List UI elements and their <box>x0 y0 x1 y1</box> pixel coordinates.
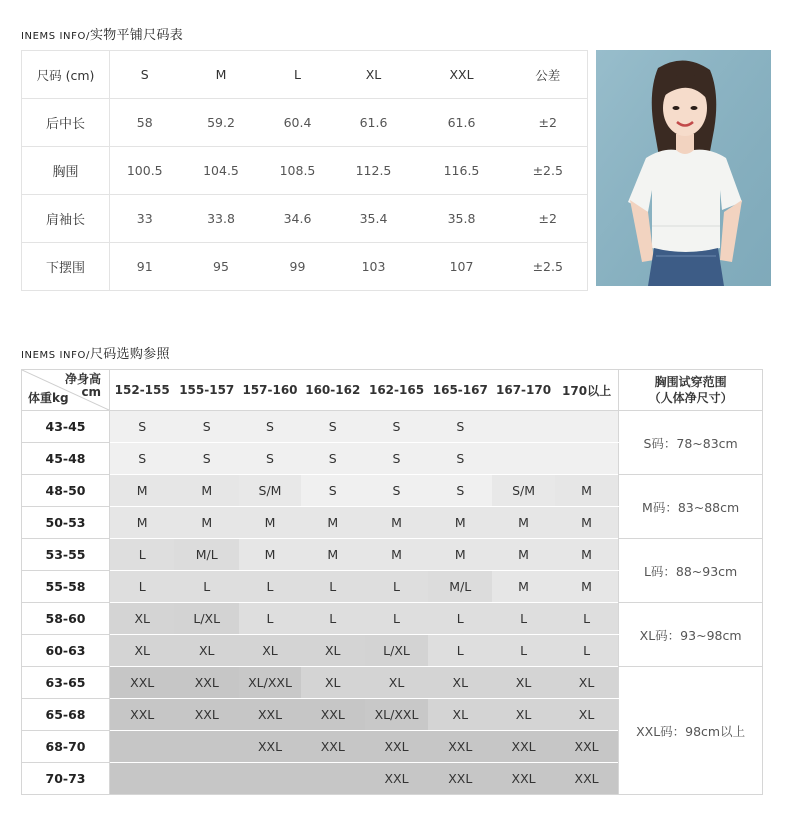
size-recommendation-cell: L <box>301 571 365 603</box>
size-recommendation-cell: XL <box>365 667 429 699</box>
size-recommendation-cell: XXL <box>110 699 175 731</box>
garment-measurement-table <box>21 50 588 291</box>
size-recommendation-cell: S <box>110 411 175 443</box>
section-title-size-guide <box>21 343 170 362</box>
measure-value: 103 <box>333 243 415 291</box>
measure-value: 58 <box>110 99 180 147</box>
size-recommendation-cell <box>110 763 175 795</box>
size-recommendation-cell: L <box>428 635 492 667</box>
size-recommendation-cell: XXL <box>555 763 619 795</box>
size-recommendation-cell: M <box>174 507 239 539</box>
size-recommendation-cell: M <box>239 539 301 571</box>
size-recommendation-cell: L <box>174 571 239 603</box>
measure-value: 108.5 <box>263 147 333 195</box>
section-title-en: INEMS INFO/ <box>21 350 90 361</box>
height-range-header: 157-160 <box>239 370 301 411</box>
size-recommendation-cell: M <box>174 475 239 507</box>
size-recommendation-cell: M <box>492 507 555 539</box>
size-recommendation-cell: XL/XXL <box>365 699 429 731</box>
size-recommendation-cell: XXL <box>174 699 239 731</box>
size-recommendation-cell: L <box>110 571 175 603</box>
weight-range-label: 70-73 <box>22 763 110 795</box>
size-recommendation-cell: S <box>174 411 239 443</box>
size-recommendation-cell: S <box>174 443 239 475</box>
size-recommendation-cell: S <box>428 475 492 507</box>
size-recommendation-cell: XL <box>555 699 619 731</box>
size-recommendation-cell: L <box>555 635 619 667</box>
size-recommendation-cell: S <box>428 443 492 475</box>
size-recommendation-cell <box>110 731 175 763</box>
measure-value: ±2 <box>509 195 588 243</box>
size-recommendation-cell: M <box>492 539 555 571</box>
size-recommendation-cell: XXL <box>239 731 301 763</box>
measure-header-row <box>22 51 588 99</box>
size-recommendation-cell: S <box>110 443 175 475</box>
size-recommendation-cell: S/M <box>239 475 301 507</box>
size-recommendation-cell: L <box>110 539 175 571</box>
measure-row-label: 胸围 <box>22 147 110 195</box>
measure-row-label: 肩袖长 <box>22 195 110 243</box>
weight-range-label: 43-45 <box>22 411 110 443</box>
size-recommendation-cell: XXL <box>428 763 492 795</box>
size-row <box>22 603 763 635</box>
size-recommendation-cell: L <box>492 603 555 635</box>
size-recommendation-cell: M <box>301 539 365 571</box>
height-range-header: 170以上 <box>555 370 619 411</box>
size-recommendation-cell <box>492 411 555 443</box>
corner-height-label <box>65 373 101 399</box>
measure-value: 99 <box>263 243 333 291</box>
size-recommendation-cell: S <box>365 475 429 507</box>
measure-value: 100.5 <box>110 147 180 195</box>
weight-range-label: 68-70 <box>22 731 110 763</box>
size-recommendation-cell: L <box>365 603 429 635</box>
chest-range-cell: M码：83~88cm <box>619 475 763 539</box>
chest-range-cell: S码：78~83cm <box>619 411 763 475</box>
size-recommendation-cell: XL <box>301 635 365 667</box>
size-recommendation-cell: XL <box>301 667 365 699</box>
size-recommendation-cell: XL <box>492 699 555 731</box>
measure-header-size: 公差 <box>509 51 588 99</box>
size-recommendation-cell: XXL <box>365 763 429 795</box>
chest-header-line1: 胸围试穿范围 <box>654 375 727 389</box>
measure-row <box>22 147 588 195</box>
size-recommendation-cell: XL <box>555 667 619 699</box>
size-recommendation-cell <box>239 763 301 795</box>
size-recommendation-cell: M <box>492 571 555 603</box>
size-recommendation-cell: XXL <box>555 731 619 763</box>
measure-header-size: XXL <box>415 51 509 99</box>
size-recommendation-cell: L <box>239 571 301 603</box>
height-range-header: 160-162 <box>301 370 365 411</box>
size-recommendation-cell: L/XL <box>365 635 429 667</box>
size-recommendation-cell: M <box>110 507 175 539</box>
size-recommendation-cell: S <box>428 411 492 443</box>
section-title-measurements <box>21 24 183 43</box>
size-recommendation-cell: S <box>301 475 365 507</box>
size-recommendation-cell: M/L <box>428 571 492 603</box>
weight-range-label: 58-60 <box>22 603 110 635</box>
measure-value: 60.4 <box>263 99 333 147</box>
measure-value: 35.8 <box>415 195 509 243</box>
measure-header-label: 尺码 (cm) <box>22 51 110 99</box>
size-recommendation-cell: M/L <box>174 539 239 571</box>
measure-row <box>22 99 588 147</box>
weight-range-label: 55-58 <box>22 571 110 603</box>
measure-row-label: 下摆围 <box>22 243 110 291</box>
measure-row <box>22 243 588 291</box>
size-recommendation-cell <box>174 763 239 795</box>
measure-header-size: XL <box>333 51 415 99</box>
size-recommendation-cell: XXL <box>365 731 429 763</box>
size-recommendation-cell: XXL <box>174 667 239 699</box>
size-recommendation-cell: XL <box>492 667 555 699</box>
measure-value: 59.2 <box>180 99 263 147</box>
height-unit: cm <box>81 385 102 399</box>
size-recommendation-cell: XXL <box>428 731 492 763</box>
size-table-header <box>22 370 763 411</box>
measure-header-size: L <box>263 51 333 99</box>
measure-value: ±2 <box>509 99 588 147</box>
size-row <box>22 475 763 507</box>
measure-value: 104.5 <box>180 147 263 195</box>
measure-value: ±2.5 <box>509 243 588 291</box>
height-range-header: 162-165 <box>365 370 429 411</box>
size-recommendation-cell: L <box>492 635 555 667</box>
size-recommendation-cell: M <box>555 571 619 603</box>
size-recommendation-cell: XL/XXL <box>239 667 301 699</box>
weight-range-label: 45-48 <box>22 443 110 475</box>
size-recommendation-cell <box>555 411 619 443</box>
height-range-header: 152-155 <box>110 370 175 411</box>
size-recommendation-cell: M <box>301 507 365 539</box>
measure-row <box>22 195 588 243</box>
chest-range-cell: XL码：93~98cm <box>619 603 763 667</box>
size-recommendation-cell: M <box>428 507 492 539</box>
measure-row-label: 后中长 <box>22 99 110 147</box>
size-recommendation-cell: M <box>555 507 619 539</box>
size-recommendation-cell: XXL <box>492 763 555 795</box>
size-recommendation-cell: XXL <box>301 731 365 763</box>
chest-range-cell: L码：88~93cm <box>619 539 763 603</box>
measure-value: ±2.5 <box>509 147 588 195</box>
size-recommendation-cell: M <box>555 475 619 507</box>
chest-range-cell: XXL码：98cm以上 <box>619 667 763 795</box>
size-recommendation-cell: M <box>428 539 492 571</box>
size-recommendation-cell: XL <box>110 603 175 635</box>
table-corner-cell <box>22 370 110 411</box>
size-row <box>22 667 763 699</box>
measure-header-size: M <box>180 51 263 99</box>
size-recommendation-cell: M <box>365 507 429 539</box>
size-recommendation-cell: L <box>365 571 429 603</box>
measure-value: 95 <box>180 243 263 291</box>
size-recommendation-cell <box>492 443 555 475</box>
size-recommendation-cell: S <box>301 411 365 443</box>
measure-value: 112.5 <box>333 147 415 195</box>
weight-range-label: 50-53 <box>22 507 110 539</box>
size-recommendation-cell: XL <box>239 635 301 667</box>
measure-value: 34.6 <box>263 195 333 243</box>
size-recommendation-cell: XL <box>428 699 492 731</box>
size-row <box>22 539 763 571</box>
measure-header-size: S <box>110 51 180 99</box>
corner-weight-label: 体重kg <box>28 391 69 405</box>
measure-value: 33 <box>110 195 180 243</box>
size-recommendation-cell: L <box>428 603 492 635</box>
measure-value: 61.6 <box>333 99 415 147</box>
size-recommendation-cell: XL <box>428 667 492 699</box>
measure-value: 107 <box>415 243 509 291</box>
size-recommendation-cell: L <box>555 603 619 635</box>
size-recommendation-cell: M <box>555 539 619 571</box>
measure-value: 33.8 <box>180 195 263 243</box>
size-recommendation-cell: XXL <box>492 731 555 763</box>
weight-range-label: 53-55 <box>22 539 110 571</box>
size-recommendation-cell: S <box>365 411 429 443</box>
size-recommendation-cell: L <box>301 603 365 635</box>
height-range-header: 165-167 <box>428 370 492 411</box>
size-recommendation-cell: S/M <box>492 475 555 507</box>
size-recommendation-cell: XL <box>110 635 175 667</box>
section-title-cn: 实物平铺尺码表 <box>89 28 184 43</box>
size-recommendation-cell: XXL <box>110 667 175 699</box>
size-recommendation-table <box>21 369 763 795</box>
measure-value: 61.6 <box>415 99 509 147</box>
height-range-header: 155-157 <box>174 370 239 411</box>
size-recommendation-cell <box>555 443 619 475</box>
size-recommendation-cell: S <box>301 443 365 475</box>
weight-range-label: 63-65 <box>22 667 110 699</box>
size-recommendation-cell: M <box>110 475 175 507</box>
section-title-cn: 尺码选购参照 <box>89 347 170 362</box>
chest-range-header <box>619 370 763 411</box>
height-range-header: 167-170 <box>492 370 555 411</box>
size-recommendation-cell: S <box>365 443 429 475</box>
chest-header-line2: （人体净尺寸） <box>648 391 733 405</box>
weight-range-label: 65-68 <box>22 699 110 731</box>
section-title-en: INEMS INFO/ <box>21 31 90 42</box>
measure-value: 91 <box>110 243 180 291</box>
size-row <box>22 411 763 443</box>
size-recommendation-cell: L/XL <box>174 603 239 635</box>
measure-value: 35.4 <box>333 195 415 243</box>
weight-range-label: 48-50 <box>22 475 110 507</box>
size-recommendation-cell: L <box>239 603 301 635</box>
size-recommendation-cell: S <box>239 443 301 475</box>
size-recommendation-cell: XL <box>174 635 239 667</box>
size-recommendation-cell: M <box>239 507 301 539</box>
size-recommendation-cell <box>301 763 365 795</box>
model-illustration <box>596 50 771 286</box>
size-recommendation-cell: S <box>239 411 301 443</box>
model-photo <box>596 50 771 286</box>
size-recommendation-cell: XXL <box>301 699 365 731</box>
measure-value: 116.5 <box>415 147 509 195</box>
size-recommendation-cell <box>174 731 239 763</box>
size-recommendation-cell: XXL <box>239 699 301 731</box>
size-recommendation-cell: M <box>365 539 429 571</box>
weight-range-label: 60-63 <box>22 635 110 667</box>
height-label: 净身高 <box>65 372 102 386</box>
